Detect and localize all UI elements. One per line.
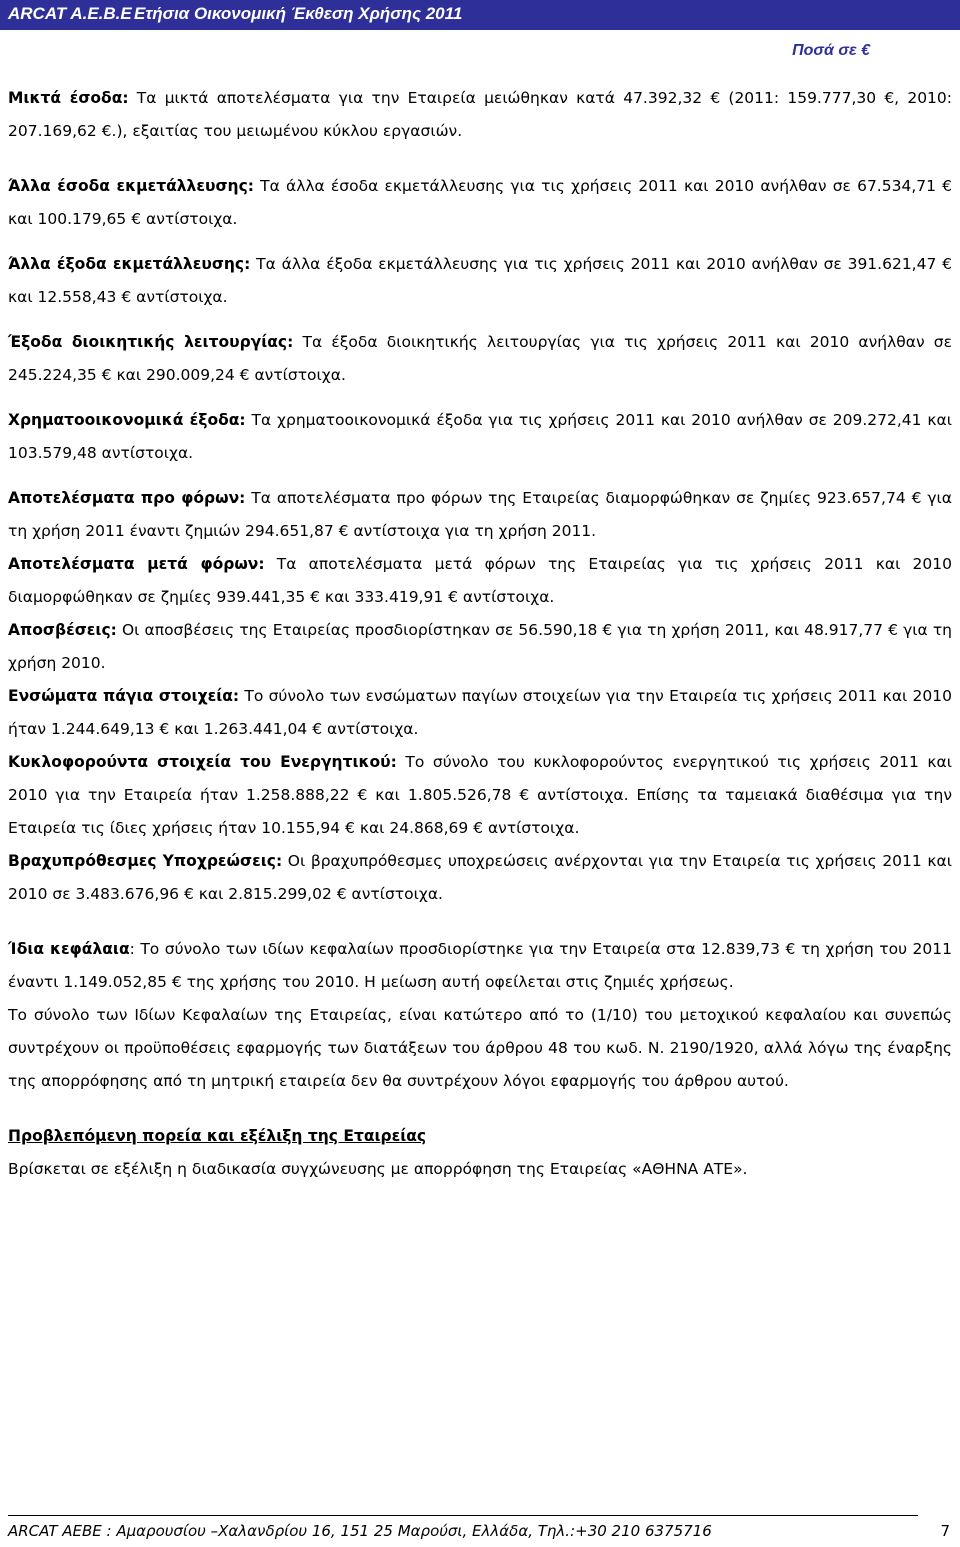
paragraph-current-assets — [8, 746, 952, 845]
amounts-label: Ποσά σε € — [792, 42, 870, 59]
paragraph-text: Το σύνολο των Ιδίων Κεφαλαίων της Εταιρείας, είναι κατώτερο από το (1/10) του μετοχικού κεφαλαίου και συνεπώς συντρέχουν οι προϋποθέσεις εφαρμογής των διατάξεων του άρθρου 48 του κωδ. Ν. 2190/1920, αλλά λόγω της έναρξης της απορρόφησης από τη μητρική εταιρεία δεν θα συντρέχουν λόγοι εφαρμογής του άρθρου αυτού. — [8, 1006, 952, 1090]
paragraph-label: Αποτελέσματα προ φόρων: — [8, 489, 246, 507]
paragraph-after-tax-results — [8, 548, 952, 614]
section-title — [8, 1120, 952, 1153]
paragraph-other-operating-expenses — [8, 248, 952, 314]
report-body — [8, 82, 952, 1186]
paragraph-label: Μικτά έσοδα: — [8, 89, 129, 107]
paragraph-text: Το σύνολο των ενσώματων παγίων στοιχείων για την Εταιρεία τις χρήσεις 2011 και 2010 ήταν 1.244.649,13 € και 1.263.441,04 € αντίστοιχα. — [8, 687, 952, 738]
paragraph-admin-expenses — [8, 326, 952, 392]
section-heading: Προβλεπόμενη πορεία και εξέλιξη της Εταιρείας — [8, 1127, 427, 1145]
paragraph-label: Ίδια κεφάλαια — [8, 940, 130, 958]
paragraph-text: Οι αποσβέσεις της Εταιρείας προσδιορίστηκαν σε 56.590,18 € για τη χρήση 2011, και 48.917,77 € για τη χρήση 2010. — [8, 621, 952, 672]
paragraph-text: Τα άλλα έσοδα εκμετάλλευσης για τις χρήσεις 2011 και 2010 ανήλθαν σε 67.534,71 € και 100.179,65 € αντίστοιχα. — [8, 177, 952, 228]
footer — [8, 1522, 952, 1540]
paragraph-label: Χρηματοοικονομικά έξοδα: — [8, 411, 246, 429]
paragraph-pretax-results — [8, 482, 952, 548]
footer-address: ARCAT AEBE : Αμαρουσίου –Χαλανδρίου 16, 151 25 Μαρούσι, Ελλάδα, Τηλ.:+30 210 6375716 — [8, 1522, 712, 1540]
report-title: Ετήσια Οικονομική Έκθεση Χρήσης 2011 — [134, 4, 463, 23]
paragraph-label: Κυκλοφορούντα στοιχεία του Ενεργητικού: — [8, 753, 397, 771]
footer-divider — [8, 1515, 918, 1516]
paragraph-label: Έξοδα διοικητικής λειτουργίας: — [8, 333, 294, 351]
paragraph-text: Τα έξοδα διοικητικής λειτουργίας για τις χρήσεις 2011 και 2010 ανήλθαν σε 245.224,35 € και 290.009,24 € αντίστοιχα. — [8, 333, 952, 384]
header-bar — [0, 0, 960, 30]
section-paragraph — [8, 1153, 952, 1186]
paragraph-label: Ενσώματα πάγια στοιχεία: — [8, 687, 240, 705]
company-name: ARCAT A.E.B.E — [8, 4, 132, 23]
paragraph-label: Αποσβέσεις: — [8, 621, 117, 639]
paragraph-equity — [8, 933, 952, 999]
paragraph-fixed-assets — [8, 680, 952, 746]
paragraph-depreciation — [8, 614, 952, 680]
paragraph-short-term-liabilities — [8, 845, 952, 911]
paragraph-label: Άλλα έσοδα εκμετάλλευσης: — [8, 177, 254, 195]
paragraph-text: : Το σύνολο των ιδίων κεφαλαίων προσδιορίστηκε για την Εταιρεία στα 12.839,73 € τη χρήση του 2011 έναντι 1.149.052,85 € της χρήσης του 2010. Η μείωση αυτή οφείλεται στις ζημιές χρήσεως. — [8, 940, 952, 991]
paragraph-financial-expenses — [8, 404, 952, 470]
paragraph-text: Τα άλλα έξοδα εκμετάλλευσης για τις χρήσεις 2011 και 2010 ανήλθαν σε 391.621,47 € και 12.558,43 € αντίστοιχα. — [8, 255, 952, 306]
paragraph-gross-income — [8, 82, 952, 148]
paragraph-text: Οι βραχυπρόθεσμες υποχρεώσεις ανέρχονται για την Εταιρεία τις χρήσεις 2011 και 2010 σε 3.483.676,96 € και 2.815.299,02 € αντίστοιχα. — [8, 852, 952, 903]
paragraph-text: Τα αποτελέσματα προ φόρων της Εταιρείας διαμορφώθηκαν σε ζημίες 923.657,74 € για τη χρήση 2011 έναντι ζημιών 294.651,87 € αντίστοιχα για τη χρήση 2011. — [8, 489, 952, 540]
paragraph-text: Τα χρηματοοικονομικά έξοδα για τις χρήσεις 2011 και 2010 ανήλθαν σε 209.272,41 και 103.579,48 αντίστοιχα. — [8, 411, 952, 462]
page-number: 7 — [940, 1522, 950, 1540]
paragraph-text: Βρίσκεται σε εξέλιξη η διαδικασία συγχώνευσης με απορρόφηση της Εταιρείας «ΑΘΗΝΑ ΑΤΕ». — [8, 1160, 748, 1178]
paragraph-label: Άλλα έξοδα εκμετάλλευσης: — [8, 255, 251, 273]
paragraph-text: Το σύνολο του κυκλοφορούντος ενεργητικού τις χρήσεις 2011 και 2010 για την Εταιρεία ήταν 1.258.888,22 € και 1.805.526,78 € αντίστοιχα. Επίσης τα ταμειακά διαθέσιμα για την Εταιρεία τις ίδιες χρήσεις ήταν 10.155,94 € και 24.868,69 € αντίστοιχα. — [8, 753, 952, 837]
paragraph-text: Τα μικτά αποτελέσματα για την Εταιρεία μειώθηκαν κατά 47.392,32 € (2011: 159.777,30 €, 2010: 207.169,62 €.), εξαιτίας του μειωμένου κύκλου εργασιών. — [8, 89, 952, 140]
paragraph-other-operating-income — [8, 170, 952, 236]
paragraph-text: Τα αποτελέσματα μετά φόρων της Εταιρείας για τις χρήσεις 2011 και 2010 διαμορφώθηκαν σε ζημίες 939.441,35 € και 333.419,91 € αντίστοιχα. — [8, 555, 952, 606]
paragraph-label: Βραχυπρόθεσμες Υποχρεώσεις: — [8, 852, 283, 870]
paragraph-equity-note — [8, 999, 952, 1098]
paragraph-label: Αποτελέσματα μετά φόρων: — [8, 555, 265, 573]
